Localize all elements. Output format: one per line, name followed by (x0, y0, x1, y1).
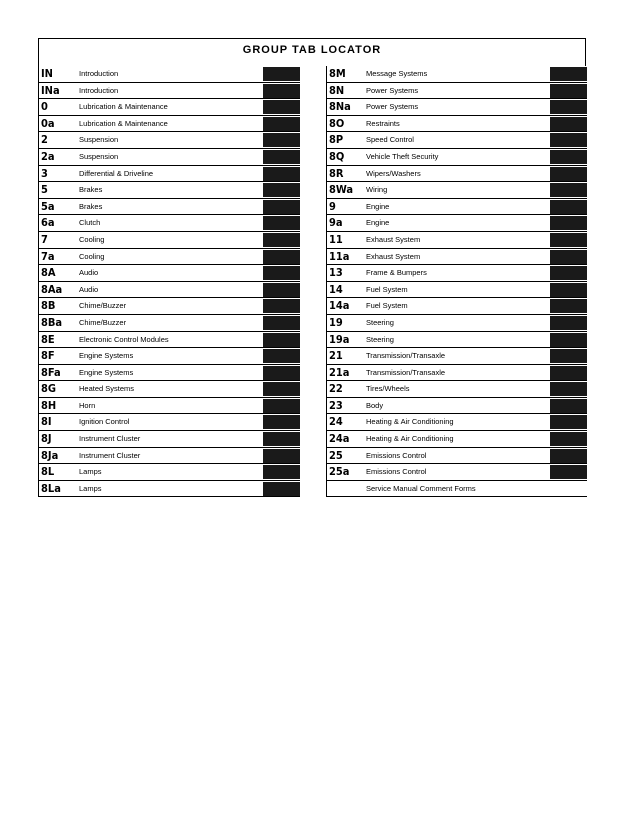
tab-code: 8Wa (329, 183, 354, 197)
tab-row[interactable] (326, 182, 587, 199)
tab-label: Steering (366, 317, 394, 327)
tab-label: Heated Systems (79, 384, 135, 394)
tab-marker-block (550, 449, 587, 463)
tab-label: Wiring (366, 185, 388, 195)
tab-code: 11 (329, 232, 343, 246)
tab-label: Suspension (79, 151, 119, 161)
tab-label: Audio (79, 284, 99, 294)
tab-code: 19 (329, 315, 343, 329)
tab-row[interactable] (326, 83, 587, 100)
tab-marker-block (263, 117, 300, 131)
tab-code: 5 (41, 183, 48, 197)
tab-label: Lamps (79, 483, 102, 493)
tab-marker-block (263, 200, 300, 214)
tab-row[interactable] (38, 66, 300, 83)
tab-code: 8La (41, 481, 61, 495)
tab-code: 8I (41, 415, 52, 429)
tab-code: 24 (329, 415, 343, 429)
tab-row[interactable] (326, 381, 587, 398)
tab-marker-block (550, 316, 587, 330)
tab-marker-block (263, 216, 300, 230)
tab-row[interactable] (326, 332, 587, 349)
tab-row[interactable] (38, 398, 300, 415)
tab-label: Fuel System (366, 284, 408, 294)
tab-marker-block (550, 200, 587, 214)
tab-code: 0 (41, 100, 48, 114)
tab-code: 8H (41, 398, 57, 412)
tab-code: 8R (329, 166, 344, 180)
tab-label: Brakes (79, 201, 103, 211)
tab-label: Exhaust System (366, 234, 421, 244)
tab-row[interactable] (38, 365, 300, 382)
tab-marker-block (550, 183, 587, 197)
tab-code: 8G (41, 382, 57, 396)
tab-label: Introduction (79, 85, 119, 95)
tab-row[interactable] (38, 464, 300, 481)
tab-label: Heating & Air Conditioning (366, 417, 454, 427)
tab-row[interactable] (326, 448, 587, 465)
tab-marker-block (550, 67, 587, 81)
page-title: GROUP TAB LOCATOR (242, 44, 382, 56)
tab-label: Introduction (79, 69, 119, 78)
tab-row[interactable] (38, 99, 300, 116)
tab-label: Clutch (79, 218, 101, 228)
tab-row[interactable] (38, 182, 300, 199)
tab-code: 24a (329, 432, 350, 446)
tab-label: Power Systems (366, 102, 419, 112)
tab-list-left (38, 66, 300, 497)
tab-marker-block (550, 415, 587, 429)
tab-row[interactable] (326, 298, 587, 315)
tab-row[interactable] (326, 365, 587, 382)
tab-marker-block (263, 233, 300, 247)
tab-label: Tires/Wheels (366, 384, 410, 394)
tab-code: 8M (329, 67, 346, 80)
tab-marker-block (263, 465, 300, 479)
tab-row[interactable] (38, 166, 300, 183)
tab-label: Audio (79, 268, 99, 278)
tab-marker-block (263, 415, 300, 429)
tab-marker-block (263, 482, 300, 496)
tab-code: 19a (329, 332, 350, 346)
tab-label: Transmission/Transaxle (366, 367, 446, 377)
tab-marker-block (550, 349, 587, 363)
tab-marker-block (263, 167, 300, 181)
tab-code: 9a (329, 216, 343, 230)
tab-row[interactable] (38, 132, 300, 149)
tab-marker-block (263, 150, 300, 164)
tab-label: Chime/Buzzer (79, 317, 127, 327)
tab-marker-block (263, 333, 300, 347)
tab-code: 21 (329, 349, 343, 363)
tab-row[interactable] (38, 448, 300, 465)
tab-row[interactable] (326, 464, 587, 481)
tab-code: 3 (41, 166, 48, 180)
tab-code: 8Q (329, 149, 345, 163)
tab-label: Steering (366, 334, 394, 344)
tab-marker-block (263, 366, 300, 380)
tab-marker-block (263, 67, 300, 81)
tab-row[interactable] (326, 398, 587, 415)
tab-label: Restraints (366, 118, 400, 128)
tab-row[interactable] (38, 315, 300, 332)
tab-code: 8L (41, 465, 55, 479)
tab-code: 5a (41, 199, 55, 213)
tab-row[interactable] (38, 348, 300, 365)
tab-marker-block (550, 100, 587, 114)
tab-code: 25a (329, 465, 350, 479)
tab-label: Engine Systems (79, 351, 134, 361)
tab-marker-block (550, 399, 587, 413)
tab-row[interactable] (326, 199, 587, 216)
tab-row[interactable] (38, 232, 300, 249)
tab-marker-block (550, 133, 587, 147)
tab-label: Engine (366, 218, 390, 228)
tab-row[interactable] (326, 66, 587, 83)
tab-row[interactable] (38, 332, 300, 349)
tab-marker-block (263, 399, 300, 413)
tab-code: 23 (329, 398, 343, 412)
tab-marker-block (550, 283, 587, 297)
tab-code: 14 (329, 282, 343, 296)
tab-row[interactable] (326, 116, 587, 133)
tab-label: Body (366, 400, 384, 410)
tab-row[interactable] (326, 414, 587, 431)
tab-code: 2a (41, 149, 55, 163)
tab-marker-block (263, 250, 300, 264)
tab-marker-block (550, 216, 587, 230)
tab-label: Engine Systems (79, 367, 134, 377)
tab-label: Instrument Cluster (79, 434, 141, 444)
tab-marker-block (550, 266, 587, 280)
tab-row[interactable] (38, 265, 300, 282)
tab-marker-block (263, 183, 300, 197)
tab-row[interactable] (38, 282, 300, 299)
tab-code: 8E (41, 332, 55, 346)
tab-row[interactable] (38, 116, 300, 133)
tab-list-right (326, 66, 587, 497)
header-frame (38, 38, 586, 66)
tab-code: 11a (329, 249, 350, 263)
tab-code: 8B (41, 299, 56, 313)
tab-code: 7a (41, 249, 55, 263)
tab-row[interactable] (326, 232, 587, 249)
tab-row[interactable] (326, 282, 587, 299)
tab-marker-block (263, 100, 300, 114)
tab-label: Ignition Control (79, 417, 130, 427)
tab-code: 8P (329, 133, 344, 147)
tab-marker-block (550, 233, 587, 247)
tab-row[interactable] (38, 83, 300, 100)
tab-code: 8N (329, 83, 345, 97)
tab-row[interactable] (326, 348, 587, 365)
tab-marker-block (550, 432, 587, 446)
tab-marker-block (550, 366, 587, 380)
tab-marker-block (263, 449, 300, 463)
tab-row[interactable] (38, 249, 300, 266)
tab-label: Service Manual Comment Forms (366, 483, 476, 493)
tab-code: 9 (329, 199, 336, 213)
tab-label: Cooling (79, 251, 105, 261)
tab-label: Suspension (79, 135, 119, 145)
tab-row[interactable] (326, 166, 587, 183)
tab-marker-block (263, 432, 300, 446)
tab-code: 2 (41, 133, 48, 147)
tab-row[interactable] (326, 249, 587, 266)
tab-marker-block (550, 250, 587, 264)
tab-label: Transmission/Transaxle (366, 351, 446, 361)
tab-marker-block (263, 316, 300, 330)
tab-code: 22 (329, 382, 343, 396)
tab-code: 8Ba (41, 315, 63, 329)
tab-label: Chime/Buzzer (79, 301, 127, 311)
tab-code: 8O (329, 116, 345, 130)
tab-code: INa (41, 83, 60, 97)
tab-label: Horn (79, 400, 96, 410)
tab-code: 21a (329, 365, 350, 379)
tab-row[interactable] (326, 215, 587, 232)
tab-row[interactable] (38, 199, 300, 216)
tab-code: 13 (329, 266, 343, 280)
tab-row[interactable] (326, 99, 587, 116)
tab-code: 8Na (329, 100, 351, 114)
tab-row[interactable] (38, 149, 300, 166)
tab-row[interactable] (38, 215, 300, 232)
tab-label: Fuel System (366, 301, 408, 311)
tab-code: 14a (329, 299, 350, 313)
tab-marker-block (550, 333, 587, 347)
tab-marker-block (263, 349, 300, 363)
tab-label: Cooling (79, 234, 105, 244)
tab-label: Emissions Control (366, 467, 427, 477)
tab-label: Exhaust System (366, 251, 421, 261)
tab-marker-block (550, 167, 587, 181)
tab-row[interactable] (326, 265, 587, 282)
tab-label: Wipers/Washers (366, 168, 421, 178)
tab-label: Differential & Driveline (79, 168, 154, 178)
tab-row[interactable] (326, 481, 587, 498)
tab-label: Lubrication & Maintenance (79, 102, 168, 112)
tab-label: Instrument Cluster (79, 450, 141, 460)
tab-label: Speed Control (366, 135, 414, 145)
tab-code: 8Ja (41, 448, 59, 462)
tab-label: Lubrication & Maintenance (79, 118, 168, 128)
tab-label: Emissions Control (366, 450, 427, 460)
tab-label: Heating & Air Conditioning (366, 434, 454, 444)
tab-label: Engine (366, 201, 390, 211)
tab-label: Message Systems (366, 69, 428, 78)
tab-marker-block (550, 465, 587, 479)
tab-marker-block (550, 84, 587, 98)
tab-marker-block (550, 150, 587, 164)
tab-marker-block (263, 133, 300, 147)
tab-code: 8Aa (41, 282, 63, 296)
tab-code: IN (41, 67, 53, 80)
tab-code: 6a (41, 216, 55, 230)
tab-marker-block (263, 299, 300, 313)
tab-row[interactable] (38, 381, 300, 398)
tab-label: Lamps (79, 467, 102, 477)
tab-code: 0a (41, 116, 55, 130)
tab-code: 25 (329, 448, 343, 462)
tab-label: Brakes (79, 185, 103, 195)
tab-row[interactable] (38, 414, 300, 431)
tab-row[interactable] (38, 298, 300, 315)
tab-code: 8J (41, 432, 52, 446)
tab-label: Power Systems (366, 85, 419, 95)
tab-marker-block (550, 299, 587, 313)
tab-marker-block (263, 266, 300, 280)
tab-row[interactable] (326, 315, 587, 332)
tab-marker-block (263, 84, 300, 98)
tab-marker-block (550, 382, 587, 396)
tab-marker-block (263, 283, 300, 297)
tab-code: 7 (41, 232, 48, 246)
tab-row[interactable] (326, 431, 587, 448)
tab-row[interactable] (38, 431, 300, 448)
tab-marker-block (550, 117, 587, 131)
tab-label: Frame & Bumpers (366, 268, 427, 278)
tab-label: Electronic Control Modules (79, 334, 169, 344)
tab-marker-block (263, 382, 300, 396)
tab-code: 8Fa (41, 365, 61, 379)
tab-row[interactable] (38, 481, 300, 498)
tab-code: 8A (41, 266, 56, 280)
tab-row[interactable] (326, 149, 587, 166)
tab-code: 8F (41, 349, 55, 363)
tab-label: Vehicle Theft Security (366, 151, 439, 161)
tab-row[interactable] (326, 132, 587, 149)
